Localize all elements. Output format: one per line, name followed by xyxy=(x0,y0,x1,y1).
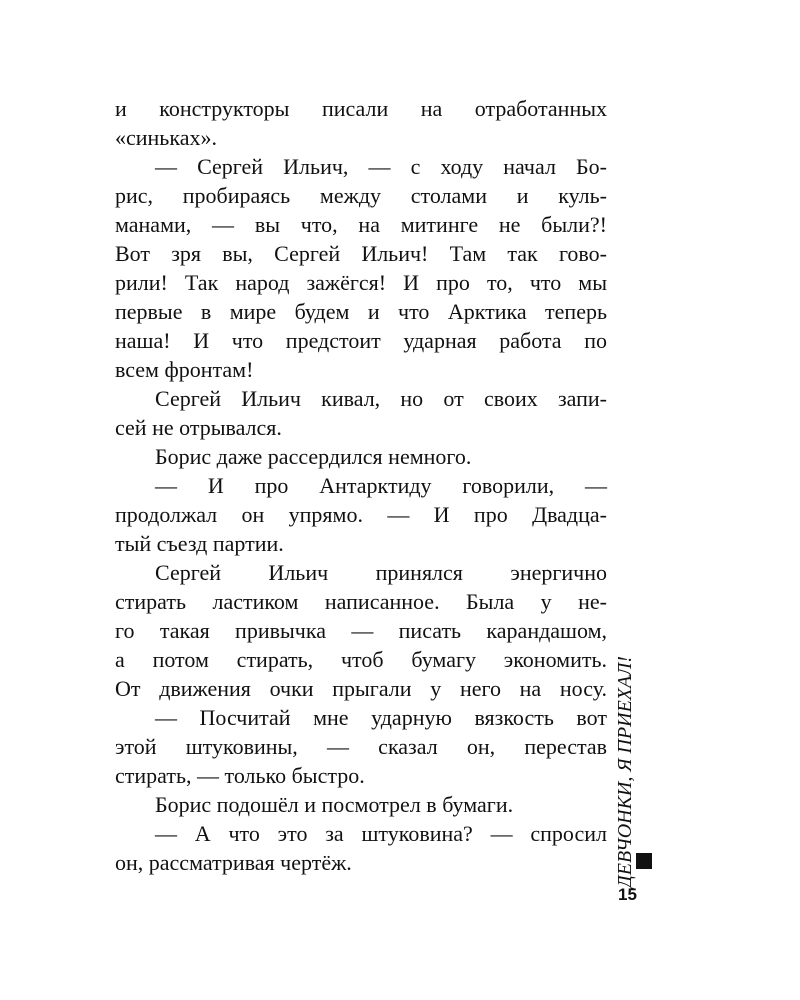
text-line: — Сергей Ильич, — с ходу начал Бо- xyxy=(155,154,607,179)
text-line: стирать, — только быстро. xyxy=(115,763,365,788)
text-line: этой штуковины, — сказал он, перестав xyxy=(115,734,607,759)
text-line: первые в мире будем и что Арктика теперь xyxy=(115,299,607,324)
text-line: — А что это за штуковина? — спросил xyxy=(155,821,607,846)
text-line: манами, — вы что, на митинге не были?! xyxy=(115,212,607,237)
text-line: Сергей Ильич кивал, но от своих запи- xyxy=(155,386,607,411)
text-line: Борис подошёл и посмотрел в бумаги. xyxy=(155,792,514,817)
text-line: рис, пробираясь между столами и куль- xyxy=(115,183,607,208)
page-number: 15 xyxy=(618,885,637,904)
text-line: «синьках». xyxy=(115,125,217,150)
text-line: Борис даже рассердился немного. xyxy=(155,444,472,469)
running-title: ДЕВЧОНКИ, Я ПРИЕХАЛ! xyxy=(614,655,636,888)
text-line: сей не отрывался. xyxy=(115,415,282,440)
text-line: наша! И что предстоит ударная работа по xyxy=(115,328,607,353)
text-line: го такая привычка — писать карандашом, xyxy=(115,618,607,643)
text-line: он, рассматривая чертёж. xyxy=(115,850,352,875)
body-text xyxy=(115,94,607,877)
text-line: Сергей Ильич принялся энергично xyxy=(155,560,607,585)
text-line: рили! Так народ зажёгся! И про то, что мы xyxy=(115,270,607,295)
text-line: а потом стирать, чтоб бумагу экономить. xyxy=(115,647,607,672)
text-line: продолжал он упрямо. — И про Двадца- xyxy=(115,502,607,527)
text-line: — И про Антарктиду говорили, — xyxy=(155,473,607,498)
text-line: тый съезд партии. xyxy=(115,531,284,556)
square-marker-icon xyxy=(636,853,652,869)
text-line: От движения очки прыгали у него на носу. xyxy=(115,676,607,701)
text-line: стирать ластиком написанное. Была у не- xyxy=(115,589,607,614)
text-line: Вот зря вы, Сергей Ильич! Там так гово- xyxy=(115,241,607,266)
text-line: и конструкторы писали на отработанных xyxy=(115,96,607,121)
text-line: всем фронтам! xyxy=(115,357,254,382)
text-line: — Посчитай мне ударную вязкость вот xyxy=(155,705,607,730)
